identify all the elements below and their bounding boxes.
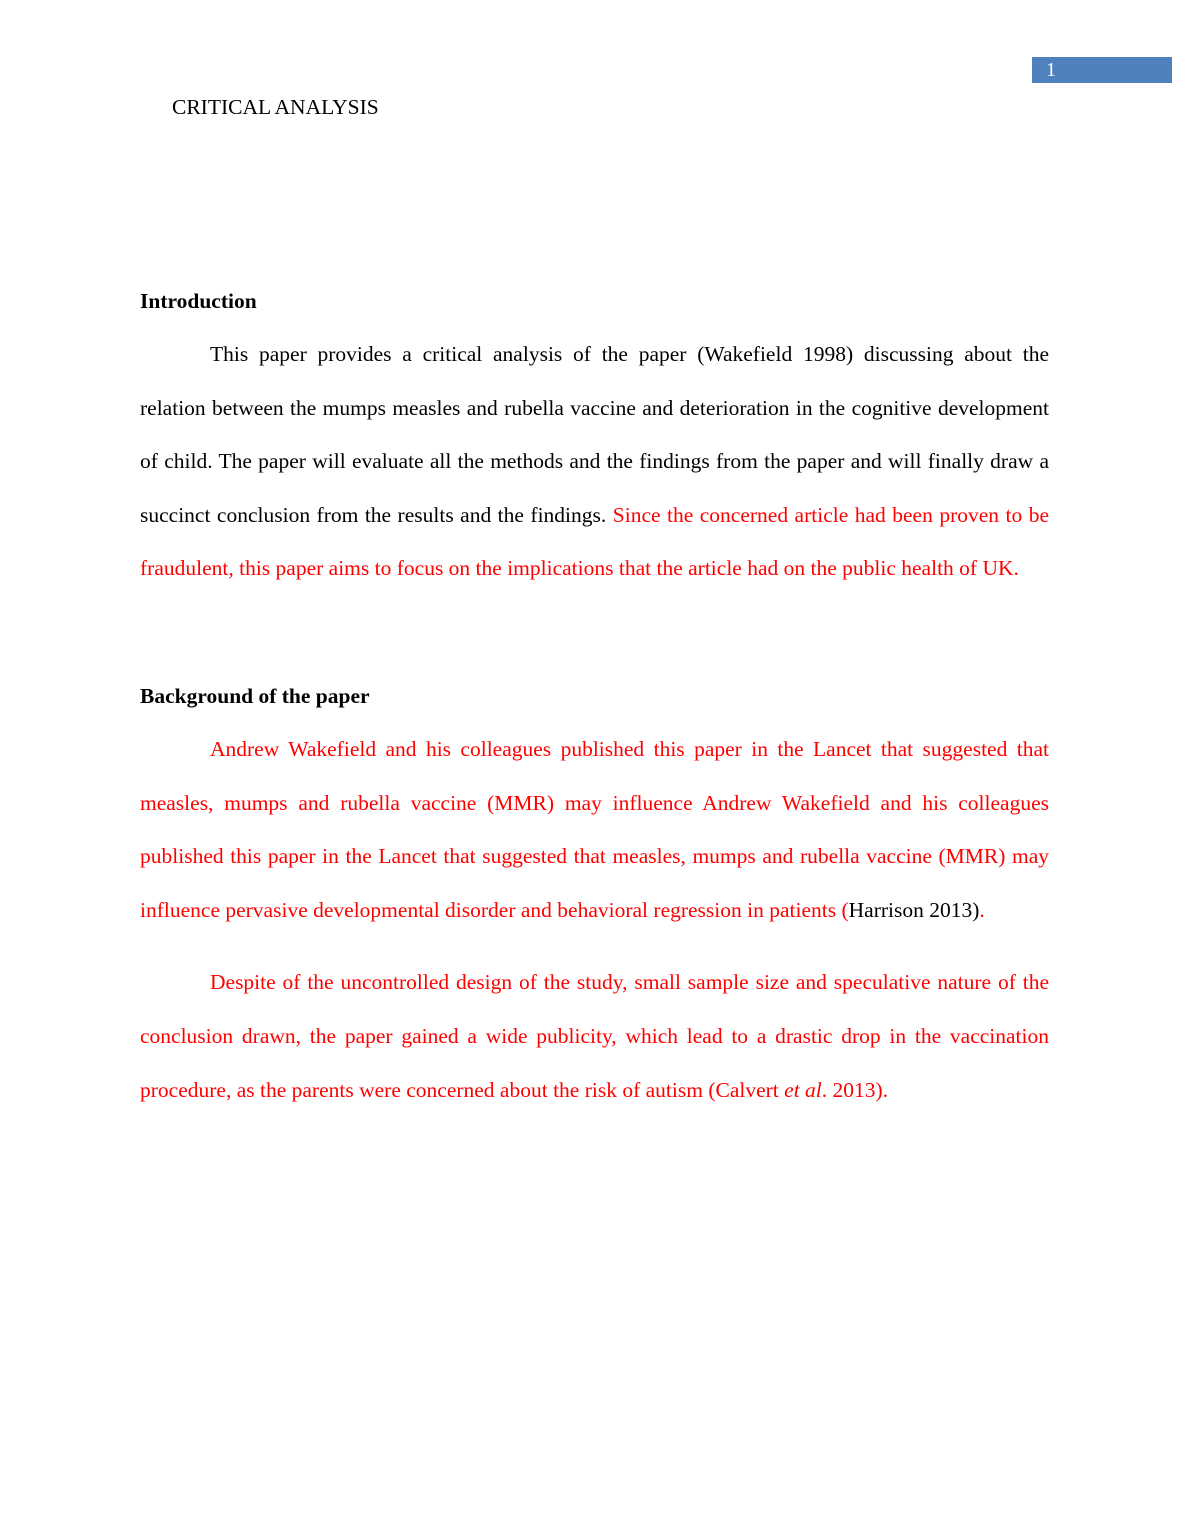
introduction-heading: Introduction: [140, 289, 257, 313]
running-head: CRITICAL ANALYSIS: [172, 95, 379, 119]
page-number-box: [1032, 57, 1172, 83]
background-paragraph-2: [140, 956, 1049, 1117]
background-highlight-text: Andrew Wakefield and his colleagues published this paper in the Lancet that suggested that measles, mumps and rubella vaccine (MMR) may influence Andrew Wakefield and his colleagues published this paper in the Lancet that suggested that measles, mumps and rubella vaccine (MMR) may influence pervasive developmental disorder and behavioral regression in patients (: [140, 737, 1049, 922]
et-al-text: et al: [784, 1077, 822, 1102]
background-paragraph-2-text: Despite of the uncontrolled design of the study, small sample size and speculative nature of the conclusion drawn, the paper gained a wide publicity, which lead to a drastic drop in the vaccination procedure, as the parents were concerned about the risk of autism (Calvert: [140, 970, 1049, 1102]
introduction-text: This paper provides a critical analysis of the paper (Wakefield 1998) discussing about the relation between the mumps measles and rubella vaccine and deterioration in the cognitive development of child. The paper will evaluate all the methods and the findings from the paper and will finally draw a succinct conclusion from the results and the findings.: [140, 342, 1049, 527]
background-paragraph-1: [140, 723, 1049, 937]
background-citation: Harrison 2013): [848, 897, 980, 922]
introduction-paragraph: [140, 328, 1049, 596]
introduction-section: [140, 328, 1049, 596]
background-section: [140, 723, 1049, 1117]
background-heading: Background of the paper: [140, 684, 370, 708]
introduction-highlight-text: Since the concerned article had been proven to be fraudulent, this paper aims to focus on the implications that the article had on the public health of UK.: [140, 502, 1049, 581]
background-paragraph-end: .: [979, 897, 985, 922]
page-number: 1: [1046, 59, 1056, 81]
background-paragraph-2-end: . 2013).: [821, 1077, 889, 1102]
